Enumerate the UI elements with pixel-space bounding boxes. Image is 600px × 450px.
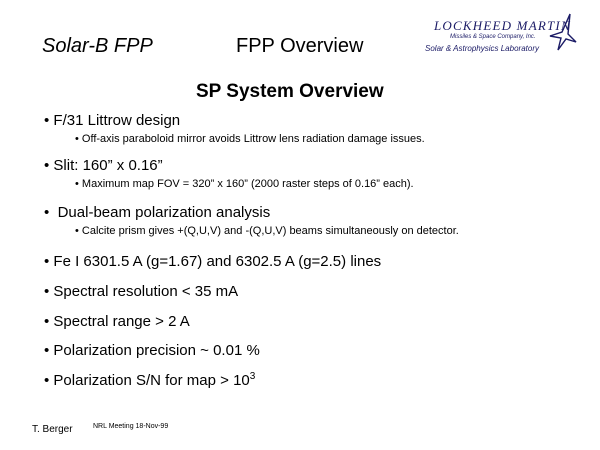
sub-bullet-text: Off-axis paraboloid mirror avoids Littrow lens radiation damage issues.	[81, 133, 425, 145]
bullet-item: • Polarization precision ~ 0.01 %	[44, 342, 260, 359]
bullet-item: • Slit: 160” x 0.16”	[44, 157, 163, 174]
sub-bullet-text: Maximum map FOV = 320” x 160” (2000 raster steps of 0.16” each).	[81, 178, 414, 190]
superscript-exponent: 3	[249, 371, 256, 382]
bullet-item: • Spectral resolution < 35 mA	[44, 283, 239, 300]
bullet-item: • Fe I 6301.5 A (g=1.67) and 6302.5 A (g=2.5) lines	[44, 253, 382, 270]
sub-bullet-item: • Calcite prism gives +(Q,U,V) and -(Q,U,V) beams simultaneously on detector.	[75, 225, 459, 237]
sub-bullet-item: • Off-axis paraboloid mirror avoids Littrow lens radiation damage issues.	[75, 133, 425, 145]
slide-title: SP System Overview	[196, 81, 384, 102]
bullet-text: Spectral resolution < 35 mA	[53, 283, 239, 300]
bullet-text: F/31 Littrow design	[53, 112, 181, 129]
footer-meeting: NRL Meeting 18-Nov-99	[93, 423, 169, 430]
lockheed-star-icon	[548, 12, 578, 52]
bullet-item: • F/31 Littrow design	[44, 112, 181, 129]
logo-lab-name: Solar & Astrophysics Laboratory	[425, 44, 539, 53]
sub-bullet-item: • Maximum map FOV = 320” x 160” (2000 raster steps of 0.16” each).	[75, 178, 414, 190]
bullet-item: • Dual-beam polarization analysis	[44, 204, 271, 221]
logo-division: Missiles & Space Company, Inc.	[450, 34, 536, 40]
footer-author: T. Berger	[32, 424, 73, 435]
bullet-text: Polarization precision ~ 0.01 %	[53, 342, 260, 359]
bullet-item: • Spectral range > 2 A	[44, 313, 190, 330]
bullet-text: Fe I 6301.5 A (g=1.67) and 6302.5 A (g=2.5) lines	[53, 253, 382, 270]
bullet-item: • Polarization S/N for map > $10^3$	[44, 371, 256, 389]
header-left-title: Solar-B FPP	[42, 35, 153, 57]
sub-bullet-text: Calcite prism gives +(Q,U,V) and -(Q,U,V) beams simultaneously on detector.	[81, 225, 459, 237]
bullet-text: Dual-beam polarization analysis	[57, 204, 271, 221]
bullet-text: Polarization S/N for map > 10	[53, 372, 250, 389]
logo-company-name: LOCKHEED MARTIN	[434, 18, 571, 33]
header-center-title: FPP Overview	[236, 35, 364, 57]
bullet-text: Spectral range > 2 A	[53, 313, 190, 330]
bullet-text: Slit: 160” x 0.16”	[53, 157, 163, 174]
